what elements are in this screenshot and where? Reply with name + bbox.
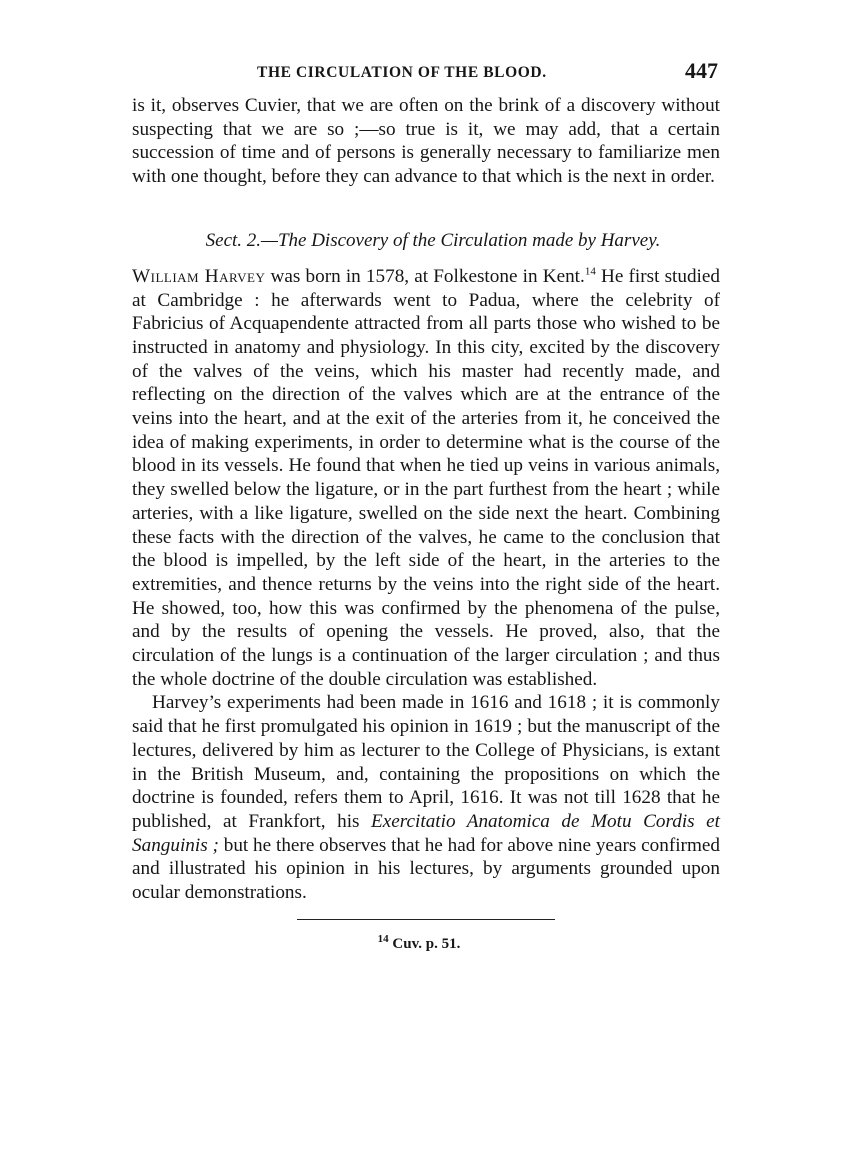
running-title: THE CIRCULATION OF THE BLOOD.	[257, 64, 547, 81]
paragraph-text: was born in 1578, at Folkestone in Kent.	[265, 265, 585, 287]
paragraph-text: Harvey’s experiments had been made in 1616 and 1618 ; it is commonly said that he first promulgated his opinion in 1619 ; but the manuscript of the lectures, delivered by him as lecturer to the College of Physicians, is extant in the British Museum, and, containing the propositions on which the doctrine is founded, refers them to April, 1616. It was not till 1628 that he published, at Frankfort, his	[132, 692, 720, 832]
paragraph-text: but he there observes that he had for above nine years confirmed and illustrated his opinion in his lectures, by arguments grounded upon ocular demonstrations.	[132, 834, 720, 904]
paragraph-continued: is it, observes Cuvier, that we are often on the brink of a discovery without suspecting that we are so ;—so true is it, we may add, that a certain succession of time and of persons is generally necessary to familiarize men with one thought, before they can advance to that which is the next in order.	[132, 95, 720, 188]
harvey-name: William Harvey	[132, 265, 266, 287]
book-page	[132, 58, 720, 953]
running-header	[132, 58, 720, 94]
footnote-reference[interactable]: 14	[584, 265, 596, 278]
paragraph-harvey-experiments	[132, 691, 720, 904]
footnote-divider	[297, 919, 555, 920]
footnote-marker: 14	[377, 932, 389, 945]
paragraph-text: He first studied at Cambridge : he afterwards went to Padua, where the celebrity of Fabricius of Acquapendente attracted from all parts those who wished to be instructed in anatomy and physiology. In this city, excited by the discovery of the valves of the veins, which his master had recently made, and reflecting on the direction of the valves which are at the entrance of the veins into the heart, and at the exit of the arteries from it, he conceived the idea of making experiments, in order to determine what is the course of the blood in its vessels. He found that when he tied up veins in various animals, they swelled below the ligature, or in the part furthest from the heart ; while arteries, with a like ligature, swelled on the side next the heart. Combining these facts with the direction of the valves, he came to the conclusion that the blood is impelled, by the left side of the heart, in the arteries to the extremities, and thence returns by the veins into the right side of the heart. He showed, too, how this was confirmed by the phenomena of the pulse, and by the results of opening the vessels. He proved, also, that the circulation of the lungs is a continuation of the larger circulation ; and thus the whole doctrine of the double circulation was established.	[132, 265, 720, 690]
paragraph-harvey-biography	[132, 265, 720, 692]
footnote	[132, 932, 720, 953]
page-number: 447	[685, 58, 718, 83]
book-title: Exercitatio Anatomica de Motu Cordis et Sanguinis ;	[132, 810, 720, 856]
section-number: Sect. 2.—	[205, 229, 278, 251]
section-heading	[132, 229, 720, 253]
footnote-text: Cuv. p. 51.	[388, 935, 461, 952]
section-title: The Discovery of the Circulation made by Harvey.	[277, 229, 661, 251]
